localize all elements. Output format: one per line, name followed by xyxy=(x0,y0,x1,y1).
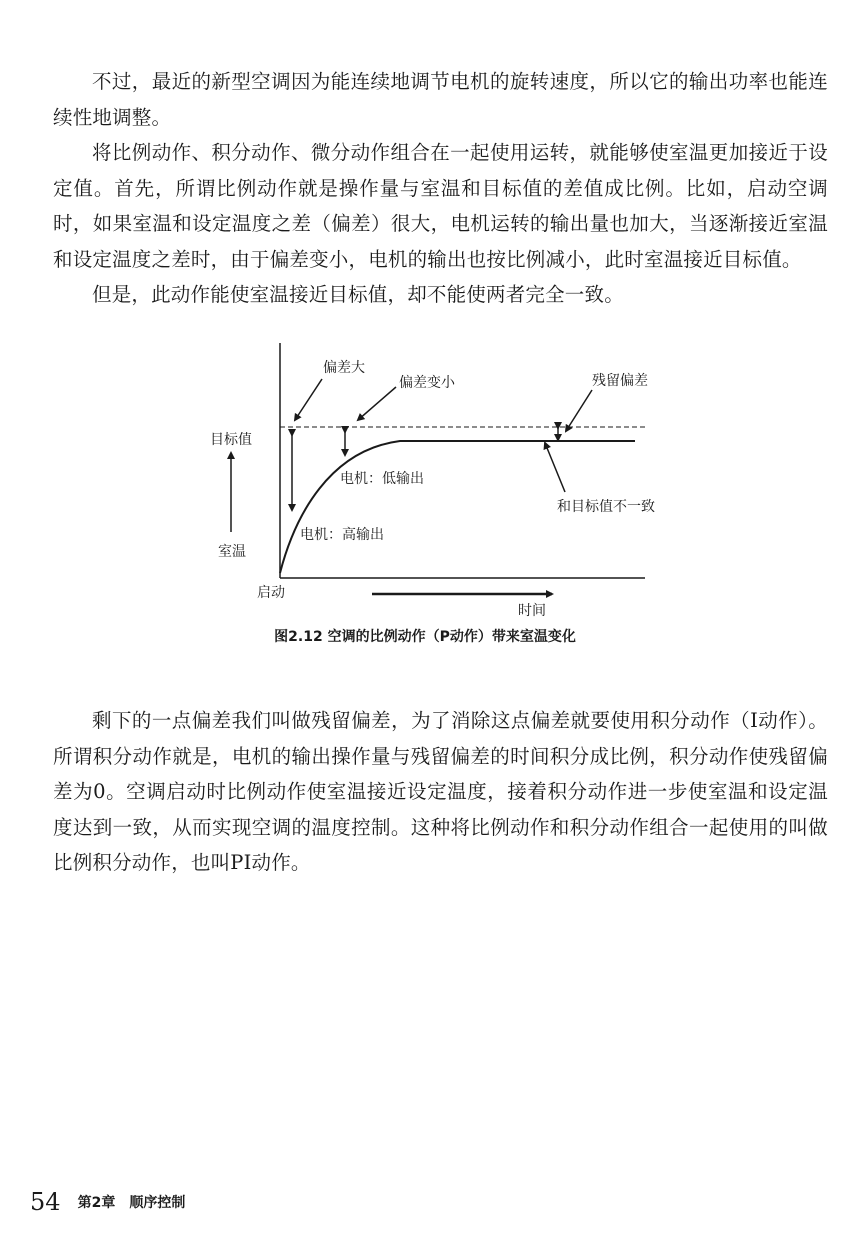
page-footer xyxy=(30,1188,185,1216)
page-number: 54 xyxy=(30,1188,61,1216)
figure-caption: 图2.12 空调的比例动作（P动作）带来室温变化 xyxy=(274,629,576,645)
figure-p-action-diagram xyxy=(200,335,680,625)
paragraph-1: 不过，最近的新型空调因为能连续地调节电机的旋转速度，所以它的输出功率也能连续性地调整。 xyxy=(53,70,828,129)
chapter-title: 第2章 顺序控制 xyxy=(77,1195,186,1211)
pointer-residual xyxy=(566,390,592,431)
pointer-small-deviation xyxy=(358,387,396,420)
label-small-deviation: 偏差变小 xyxy=(399,375,455,391)
paragraph-3: 但是，此动作能使室温接近目标值，却不能使两者完全一致。 xyxy=(92,283,624,306)
pointer-mismatch xyxy=(545,443,565,492)
label-room-temp: 室温 xyxy=(218,544,246,560)
pointer-large-deviation xyxy=(295,379,322,420)
label-motor-high: 电机：高输出 xyxy=(300,527,384,543)
paragraph-2: 将比例动作、积分动作、微分动作组合在一起使用运转，就能够使室温更加接近于设定值。首先，所谓比例动作就是操作量与室温和目标值的差值成比例。比如，启动空调时，如果室温和设定温度之差（偏差）很大，电机运转的输出量也加大，当逐渐接近室温和设定温度之差时，由于偏差变小，电机的输出也按比例减小，此时室温接近目标值。 xyxy=(53,141,828,271)
label-mismatch: 和目标值不一致 xyxy=(557,499,655,515)
paragraph-4: 剩下的一点偏差我们叫做残留偏差，为了消除这点偏差就要使用积分动作（I动作）。所谓积分动作就是，电机的输出操作量与残留偏差的时间积分成比例，积分动作使残留偏差为0。空调启动时比例动作使室温接近设定温度，接着积分动作进一步使室温和设定温度达到一致，从而实现空调的温度控制。这种将比例动作和积分动作组合一起使用的叫做比例积分动作，也叫PI动作。 xyxy=(53,709,828,874)
label-target: 目标值 xyxy=(210,432,252,448)
label-residual: 残留偏差 xyxy=(592,373,648,389)
label-time: 时间 xyxy=(518,603,546,619)
label-large-deviation: 偏差大 xyxy=(323,360,365,376)
label-start: 启动 xyxy=(257,585,285,601)
label-motor-low: 电机：低输出 xyxy=(340,471,424,487)
